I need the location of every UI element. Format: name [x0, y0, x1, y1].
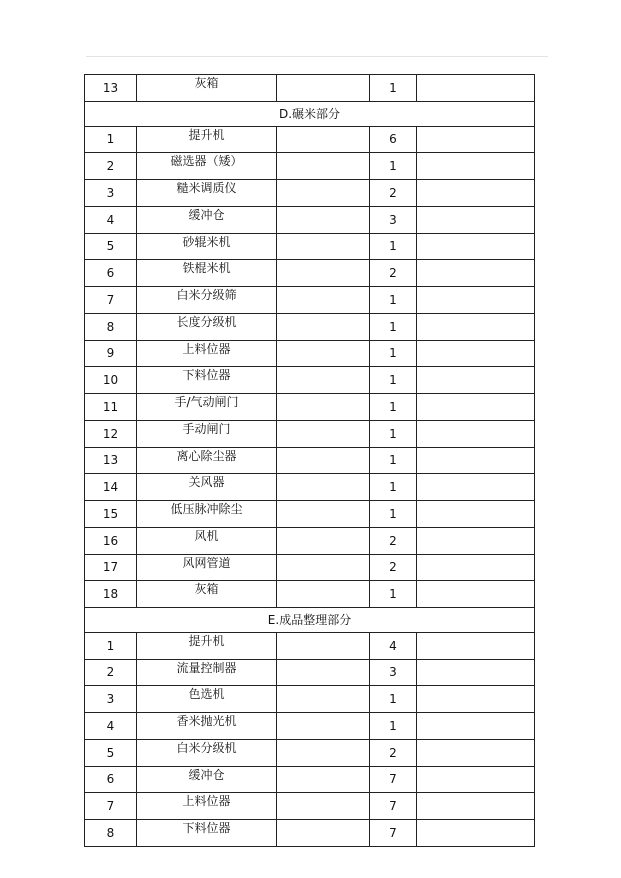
- equipment-name: 缓冲仓: [137, 766, 277, 793]
- equipment-spec: [277, 474, 370, 501]
- equipment-quantity: 7: [370, 766, 417, 793]
- equipment-name: 下料位器: [137, 367, 277, 394]
- section-d-row: [85, 287, 535, 314]
- page-header-rule: [86, 56, 548, 57]
- equipment-spec: [277, 820, 370, 847]
- equipment-spec: [277, 340, 370, 367]
- equipment-name: 磁选器（矮）: [137, 153, 277, 180]
- equipment-name: 提升机: [137, 632, 277, 659]
- equipment-spec: [277, 527, 370, 554]
- section-d-row: [85, 581, 535, 608]
- equipment-name: 风网管道: [137, 554, 277, 581]
- row-number: 1: [85, 632, 137, 659]
- row-number: 9: [85, 340, 137, 367]
- equipment-spec: [277, 313, 370, 340]
- equipment-quantity: 1: [370, 394, 417, 421]
- equipment-name: 关风器: [137, 474, 277, 501]
- equipment-name: 香米抛光机: [137, 713, 277, 740]
- equipment-name: 糙米调质仪: [137, 180, 277, 207]
- row-number: 15: [85, 501, 137, 528]
- equipment-name: 上料位器: [137, 340, 277, 367]
- equipment-quantity: 1: [370, 474, 417, 501]
- section-d-row: [85, 501, 535, 528]
- row-number: 10: [85, 367, 137, 394]
- section-e-row: [85, 793, 535, 820]
- equipment-name: 灰箱: [137, 581, 277, 608]
- section-e-row: [85, 686, 535, 713]
- equipment-note: [417, 686, 535, 713]
- equipment-note: [417, 180, 535, 207]
- equipment-quantity: 2: [370, 527, 417, 554]
- equipment-quantity: 2: [370, 260, 417, 287]
- section-d-row: [85, 474, 535, 501]
- section-d-row: [85, 180, 535, 207]
- row-number: 8: [85, 820, 137, 847]
- equipment-name: 提升机: [137, 126, 277, 153]
- equipment-name: 流量控制器: [137, 659, 277, 686]
- equipment-spec: [277, 686, 370, 713]
- equipment-spec: [277, 739, 370, 766]
- equipment-name: 白米分级机: [137, 739, 277, 766]
- equipment-note: [417, 153, 535, 180]
- equipment-note: [417, 632, 535, 659]
- equipment-quantity: 1: [370, 233, 417, 260]
- section-e-row: [85, 713, 535, 740]
- equipment-name: 手动闸门: [137, 420, 277, 447]
- equipment-note: [417, 739, 535, 766]
- row-number: 2: [85, 153, 137, 180]
- row-number: 3: [85, 180, 137, 207]
- row-number: 14: [85, 474, 137, 501]
- equipment-note: [417, 474, 535, 501]
- section-e-row: [85, 632, 535, 659]
- equipment-quantity: 1: [370, 420, 417, 447]
- equipment-spec: [277, 447, 370, 474]
- row-number: 2: [85, 659, 137, 686]
- row-number: 6: [85, 766, 137, 793]
- equipment-quantity: 1: [370, 340, 417, 367]
- row-number: 8: [85, 313, 137, 340]
- equipment-name: 手/气动闸门: [137, 394, 277, 421]
- equipment-spec: [277, 206, 370, 233]
- equipment-note: [417, 340, 535, 367]
- equipment-spec: [277, 394, 370, 421]
- equipment-note: [417, 394, 535, 421]
- equipment-note: [417, 659, 535, 686]
- equipment-note: [417, 313, 535, 340]
- equipment-spec: [277, 713, 370, 740]
- equipment-quantity: 3: [370, 206, 417, 233]
- section-d-row: [85, 126, 535, 153]
- section-d-row: [85, 260, 535, 287]
- equipment-spec: [277, 659, 370, 686]
- equipment-quantity: 1: [370, 313, 417, 340]
- row-number: 18: [85, 581, 137, 608]
- equipment-spec: [277, 126, 370, 153]
- row-number: 5: [85, 739, 137, 766]
- equipment-spec: [277, 632, 370, 659]
- equipment-name: 铁棍米机: [137, 260, 277, 287]
- row-number: 4: [85, 713, 137, 740]
- equipment-note: [417, 766, 535, 793]
- row-number: 13: [85, 447, 137, 474]
- equipment-quantity: 7: [370, 793, 417, 820]
- section-d-row: [85, 313, 535, 340]
- row-number: 5: [85, 233, 137, 260]
- equipment-spec: [277, 153, 370, 180]
- equipment-name: 低压脉冲除尘: [137, 501, 277, 528]
- equipment-quantity: 1: [370, 501, 417, 528]
- equipment-quantity: 2: [370, 554, 417, 581]
- row-number: 6: [85, 260, 137, 287]
- equipment-spec: [277, 554, 370, 581]
- equipment-note: [417, 206, 535, 233]
- equipment-quantity: 4: [370, 632, 417, 659]
- equipment-quantity: 1: [370, 153, 417, 180]
- row-number: 11: [85, 394, 137, 421]
- equipment-spec: [277, 287, 370, 314]
- section-d-row: [85, 420, 535, 447]
- section-d-row: [85, 447, 535, 474]
- equipment-name: 长度分级机: [137, 313, 277, 340]
- equipment-note: [417, 713, 535, 740]
- equipment-spec: [277, 180, 370, 207]
- section-d-row: [85, 554, 535, 581]
- equipment-name: 砂辊米机: [137, 233, 277, 260]
- equipment-spec: [277, 260, 370, 287]
- equipment-note: [417, 420, 535, 447]
- equipment-name: 风机: [137, 527, 277, 554]
- equipment-note: [417, 287, 535, 314]
- equipment-note: [417, 554, 535, 581]
- equipment-spec: [277, 75, 370, 102]
- equipment-spec: [277, 766, 370, 793]
- section-e-title: E.成品整理部分: [85, 608, 535, 633]
- equipment-spec: [277, 581, 370, 608]
- equipment-note: [417, 126, 535, 153]
- section-e-row: [85, 766, 535, 793]
- equipment-quantity: 1: [370, 713, 417, 740]
- section-d-row: [85, 153, 535, 180]
- section-c-row: [85, 75, 535, 102]
- equipment-quantity: 7: [370, 820, 417, 847]
- equipment-name: 上料位器: [137, 793, 277, 820]
- row-number: 12: [85, 420, 137, 447]
- equipment-table-body: [85, 75, 535, 847]
- section-d-row: [85, 340, 535, 367]
- equipment-spec: [277, 367, 370, 394]
- equipment-note: [417, 75, 535, 102]
- row-number: 7: [85, 793, 137, 820]
- equipment-name: 缓冲仓: [137, 206, 277, 233]
- equipment-quantity: 3: [370, 659, 417, 686]
- equipment-note: [417, 233, 535, 260]
- section-d-row: [85, 206, 535, 233]
- section-e-header: [85, 608, 535, 633]
- equipment-quantity: 6: [370, 126, 417, 153]
- section-e-row: [85, 659, 535, 686]
- equipment-quantity: 1: [370, 287, 417, 314]
- equipment-note: [417, 527, 535, 554]
- equipment-note: [417, 820, 535, 847]
- equipment-note: [417, 501, 535, 528]
- equipment-spec: [277, 420, 370, 447]
- equipment-quantity: 1: [370, 75, 417, 102]
- equipment-note: [417, 447, 535, 474]
- equipment-name: 灰箱: [137, 75, 277, 102]
- row-number: 4: [85, 206, 137, 233]
- equipment-name: 离心除尘器: [137, 447, 277, 474]
- equipment-spec: [277, 793, 370, 820]
- equipment-table: [84, 74, 535, 847]
- equipment-spec: [277, 233, 370, 260]
- row-number: 7: [85, 287, 137, 314]
- row-number: 1: [85, 126, 137, 153]
- section-e-row: [85, 739, 535, 766]
- row-number: 13: [85, 75, 137, 102]
- equipment-quantity: 1: [370, 686, 417, 713]
- equipment-quantity: 2: [370, 180, 417, 207]
- section-d-row: [85, 233, 535, 260]
- row-number: 16: [85, 527, 137, 554]
- section-d-row: [85, 367, 535, 394]
- equipment-note: [417, 581, 535, 608]
- equipment-quantity: 1: [370, 447, 417, 474]
- equipment-quantity: 1: [370, 581, 417, 608]
- equipment-name: 色选机: [137, 686, 277, 713]
- equipment-spec: [277, 501, 370, 528]
- section-e-row: [85, 820, 535, 847]
- equipment-quantity: 2: [370, 739, 417, 766]
- equipment-quantity: 1: [370, 367, 417, 394]
- equipment-note: [417, 367, 535, 394]
- equipment-name: 下料位器: [137, 820, 277, 847]
- row-number: 3: [85, 686, 137, 713]
- row-number: 17: [85, 554, 137, 581]
- equipment-name: 白米分级筛: [137, 287, 277, 314]
- equipment-note: [417, 793, 535, 820]
- section-d-header: [85, 101, 535, 126]
- section-d-row: [85, 527, 535, 554]
- section-d-row: [85, 394, 535, 421]
- section-d-title: D.碾米部分: [85, 101, 535, 126]
- equipment-note: [417, 260, 535, 287]
